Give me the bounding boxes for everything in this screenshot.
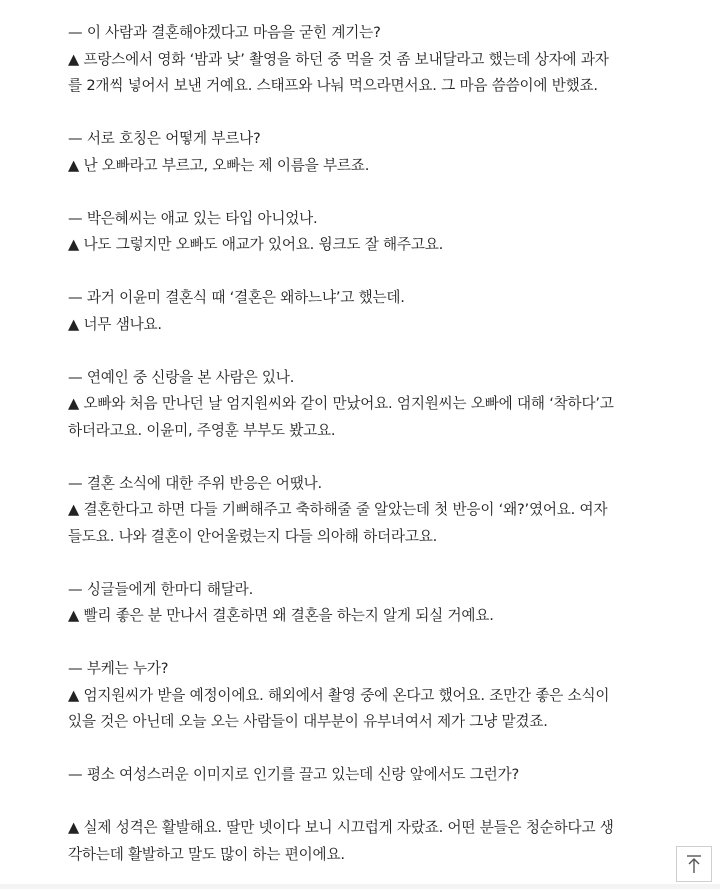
scroll-to-top-button[interactable] <box>676 846 712 882</box>
answer-line: ▲ 빨리 좋은 분 만나서 결혼하면 왜 결혼을 하는지 알게 되실 거예요. <box>68 607 494 624</box>
qa-block-2 <box>68 126 658 179</box>
answer-line: 각하는데 활발하고 말도 많이 하는 편이에요. <box>68 845 345 863</box>
qa-block-1 <box>68 20 658 100</box>
bottom-divider <box>0 884 720 889</box>
question: — 과거 이윤미 결혼식 때 ‘결혼은 왜하느냐’고 했는데. <box>68 289 405 306</box>
question: — 결혼 소식에 대한 주위 반응은 어땠나. <box>68 474 322 492</box>
qa-block-8 <box>68 656 658 736</box>
question: — 평소 여성스러운 이미지로 인기를 끌고 있는데 신랑 앞에서도 그런가? <box>68 766 520 783</box>
qa-block-4 <box>68 285 658 338</box>
article-body <box>68 20 658 889</box>
answer-line: ▲ 나도 그렇지만 오빠도 애교가 있어요. 윙크도 잘 해주고요. <box>68 236 444 253</box>
answer-line: ▲ 오빠와 처음 만나던 날 엄지원씨와 같이 만났어요. 엄지원씨는 오빠에 대해 ‘착하다’고 <box>68 395 614 412</box>
arrow-up-to-top-icon <box>685 854 703 874</box>
qa-block-5 <box>68 365 658 445</box>
answer-line: 하더라고요. 이윤미, 주영훈 부부도 봤고요. <box>68 421 336 439</box>
question: — 부케는 누가? <box>68 660 169 677</box>
answer-line: 들도요. 나와 결혼이 안어울렸는지 다들 의아해 하더라고요. <box>68 527 438 545</box>
question: — 연예인 중 신랑을 본 사람은 있나. <box>68 368 295 386</box>
qa-block-7 <box>68 577 658 630</box>
answer-line: ▲ 실제 성격은 활발해요. 딸만 넷이다 보니 시끄럽게 자랐죠. 어떤 분들은 청순하다고 생 <box>68 819 614 836</box>
question: — 박은혜씨는 애교 있는 타입 아니었나. <box>68 209 318 227</box>
answer-line: 있을 것은 아닌데 오늘 오는 사람들이 대부분이 유부녀여서 제가 그냥 맡겼죠. <box>68 713 548 730</box>
answer-line: 를 2개씩 넣어서 보낸 거예요. 스태프와 나눠 먹으라면서요. 그 마음 씀씀이에 반했죠. <box>68 77 598 94</box>
answer-line: ▲ 엄지원씨가 받을 예정이에요. 해외에서 촬영 중에 온다고 했어요. 조만간 좋은 소식이 <box>68 686 610 704</box>
question: — 이 사람과 결혼해야겠다고 마음을 굳힌 계기는? <box>68 24 381 41</box>
answer-line: ▲ 난 오빠라고 부르고, 오빠는 제 이름을 부르죠. <box>68 156 370 174</box>
question: — 서로 호칭은 어떻게 부르나? <box>68 130 261 147</box>
answer-line: ▲ 프랑스에서 영화 ‘밤과 낮’ 촬영을 하던 중 먹을 것 좀 보내달라고 했는데 상자에 과자 <box>68 50 609 68</box>
question: — 싱글들에게 한마디 해달라. <box>68 580 254 598</box>
qa-block-9 <box>68 762 658 868</box>
qa-block-6 <box>68 471 658 551</box>
answer-line: ▲ 결혼한다고 하면 다들 기뻐해주고 축하해줄 줄 알았는데 첫 반응이 ‘왜?’였어요. 여자 <box>68 501 608 518</box>
answer-line: ▲ 너무 샘나요. <box>68 315 162 333</box>
qa-block-3 <box>68 206 658 259</box>
paragraph-gap <box>68 789 658 816</box>
